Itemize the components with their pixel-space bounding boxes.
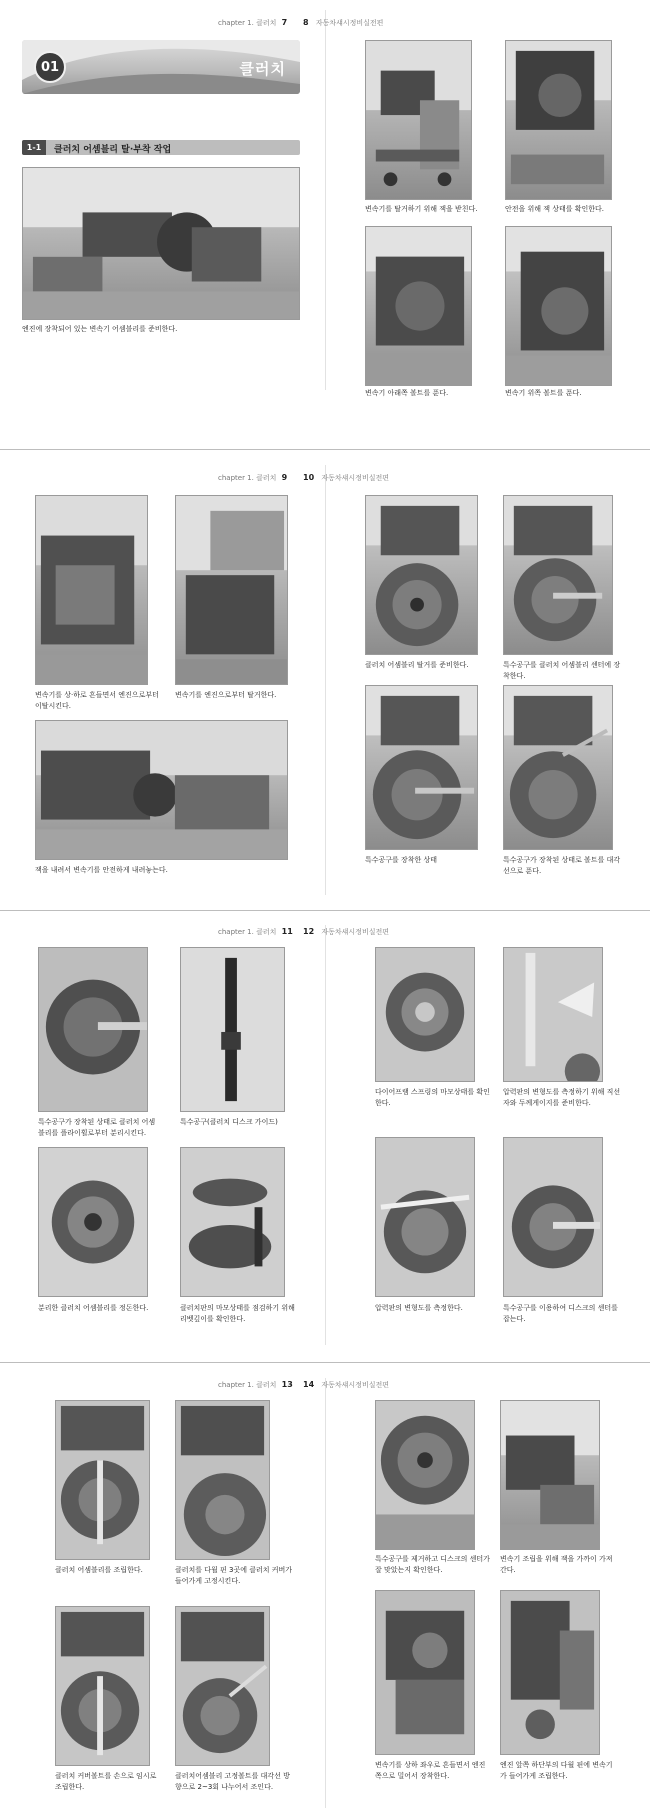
photo-caption: 변속기를 상·하로 흔들면서 엔진으로부터 이탈시킨다. <box>35 691 159 710</box>
photo-caption: 클러치판의 마모상태를 점검하기 위해 리벳깊이를 확인한다. <box>180 1304 295 1323</box>
spread-pages-11-12 <box>0 915 650 1355</box>
photo-dowel-pin-assembly <box>500 1590 600 1755</box>
section-title: 클러치 어셈블리 탈·부착 작업 <box>54 145 172 155</box>
spread-pages-9-10 <box>0 455 650 905</box>
photo-lower-transmission <box>35 720 288 860</box>
page-7-header: chapter 1. 클러치 7 <box>218 18 288 27</box>
photo-caption: 변속기 위쪽 볼트를 푼다. <box>505 389 582 397</box>
photo-push-transmission <box>375 1590 475 1755</box>
photo-caption: 잭을 내려서 변속기를 안전하게 내려놓는다. <box>35 866 168 874</box>
page-number: 9 <box>281 473 288 482</box>
page-14-header: 14 자동차섀시정비실전편 <box>303 1380 389 1389</box>
photo-caption: 클러치 어셈블리 탈거를 준비한다. <box>365 661 469 669</box>
photo-dowel-pin <box>175 1400 270 1560</box>
photo-measure-deformation <box>375 1137 475 1297</box>
page-11-header: chapter 1. 클러치 11 <box>218 927 293 936</box>
page-10-header: 10 자동차섀시정비실전편 <box>303 473 389 482</box>
photo-caption: 엔진에 장착되어 있는 변속기 어셈블리를 준비한다. <box>22 325 178 333</box>
photo-caption: 특수공구가 장착된 상태로 클러치 어셈블리를 플라이휠로부터 분리시킨다. <box>38 1118 156 1137</box>
photo-caption: 변속기를 엔진으로부터 탈거한다. <box>175 691 277 699</box>
photo-diagonal-bolts <box>503 685 613 850</box>
photo-caption: 변속기를 탈거하기 위해 잭을 받친다. <box>365 205 478 213</box>
photo-caption: 클러치를 다월 핀 3곳에 클러치 커버가 들어가게 고정시킨다. <box>175 1566 293 1585</box>
photo-separate-clutch <box>38 947 148 1112</box>
photo-caption: 클러치어셈블리 고정볼트를 대각선 방향으로 2~3회 나누어서 조인다. <box>175 1772 290 1791</box>
photo-caption: 변속기를 상하 좌우로 흔들면서 엔진 쪽으로 밀어서 장착한다. <box>375 1761 486 1780</box>
page-12-header: 12 자동차섀시정비실전편 <box>303 927 389 936</box>
photo-caption: 클러치 어셈블리를 조립한다. <box>55 1566 143 1574</box>
photo-caption: 특수공구가 장착된 상태로 볼트를 대각선으로 푼다. <box>503 856 621 875</box>
photo-caption: 특수공구를 제거하고 디스크의 센터가 잘 맞았는지 확인한다. <box>375 1555 490 1574</box>
page-number: 14 <box>303 1380 315 1389</box>
spread-pages-7-8 <box>0 0 650 400</box>
photo-caption: 변속기 조립을 위해 잭을 가까이 가져간다. <box>500 1555 613 1574</box>
photo-center-disc <box>503 1137 603 1297</box>
section-heading <box>22 140 300 155</box>
page-number: 13 <box>281 1380 293 1389</box>
photo-tighten-diagonal <box>175 1606 270 1766</box>
photo-lower-bolt <box>365 226 472 386</box>
photo-shake-transmission <box>35 495 148 685</box>
page-gutter <box>325 1378 326 1808</box>
page-9-header: chapter 1. 클러치 9 <box>218 473 288 482</box>
section-number: 1-1 <box>22 140 46 155</box>
page-number: 10 <box>303 473 315 482</box>
photo-caption: 특수공구(클러치 디스크 가이드) <box>180 1118 278 1126</box>
photo-caption: 엔진 앞쪽 하단부의 다월 핀에 변속기가 들어가게 조립한다. <box>500 1761 613 1780</box>
photo-caption: 압력판의 변형도를 측정한다. <box>375 1304 463 1312</box>
photo-jack-check <box>505 40 612 200</box>
page-number: 7 <box>281 18 288 27</box>
photo-tool-center <box>503 495 613 655</box>
photo-straightedge-gauge <box>503 947 603 1082</box>
spread-divider <box>0 1362 650 1363</box>
photo-tool-installed <box>365 685 478 850</box>
page-number: 12 <box>303 927 315 936</box>
spread-divider <box>0 449 650 450</box>
chapter-title: 클러치 <box>239 60 286 78</box>
photo-rivet-depth <box>180 1147 285 1297</box>
chapter-banner <box>22 40 300 94</box>
photo-caption: 안전을 위해 잭 상태를 확인한다. <box>505 205 605 213</box>
photo-caption: 분리한 클러치 어셈블리를 정돈한다. <box>38 1304 149 1312</box>
page-13-header: chapter 1. 클러치 13 <box>218 1380 293 1389</box>
photo-caption: 특수공구를 이용하여 디스크의 센터를 잡는다. <box>503 1304 618 1323</box>
photo-diaphragm-spring <box>375 947 475 1082</box>
photo-clutch-disc-arranged <box>38 1147 148 1297</box>
photo-upper-bolt <box>505 226 612 386</box>
spread-pages-13-14 <box>0 1368 650 1816</box>
page-number: 8 <box>303 18 309 27</box>
photo-caption: 변속기 아래쪽 볼트를 푼다. <box>365 389 449 397</box>
photo-transmission-assembly <box>22 167 300 320</box>
photo-remove-transmission <box>175 495 288 685</box>
photo-disc-guide-tool <box>180 947 285 1112</box>
photo-clutch-assembly <box>365 495 478 655</box>
photo-caption: 다이어프램 스프링의 마모상태를 확인한다. <box>375 1088 490 1107</box>
page-gutter <box>325 10 326 390</box>
photo-transmission-jack <box>365 40 472 200</box>
photo-caption: 특수공구를 장착한 상태 <box>365 856 438 864</box>
page-8-header: 8 자동차섀시정비실전편 <box>303 18 384 27</box>
photo-caption: 특수공구를 클러치 어셈블리 센터에 장착한다. <box>503 661 621 680</box>
chapter-number-badge: 01 <box>34 51 66 83</box>
photo-jack-approach <box>500 1400 600 1550</box>
photo-caption: 클러치 커버볼트를 손으로 임시로 조립한다. <box>55 1772 157 1791</box>
page-gutter <box>325 925 326 1345</box>
spread-divider <box>0 910 650 911</box>
page-number: 11 <box>281 927 293 936</box>
photo-assemble-clutch <box>55 1400 150 1560</box>
photo-temp-bolts <box>55 1606 150 1766</box>
photo-caption: 압력판의 변형도를 측정하기 위해 직선자와 두께게이지를 준비한다. <box>503 1088 621 1107</box>
photo-remove-tool-check <box>375 1400 475 1550</box>
page-gutter <box>325 465 326 895</box>
